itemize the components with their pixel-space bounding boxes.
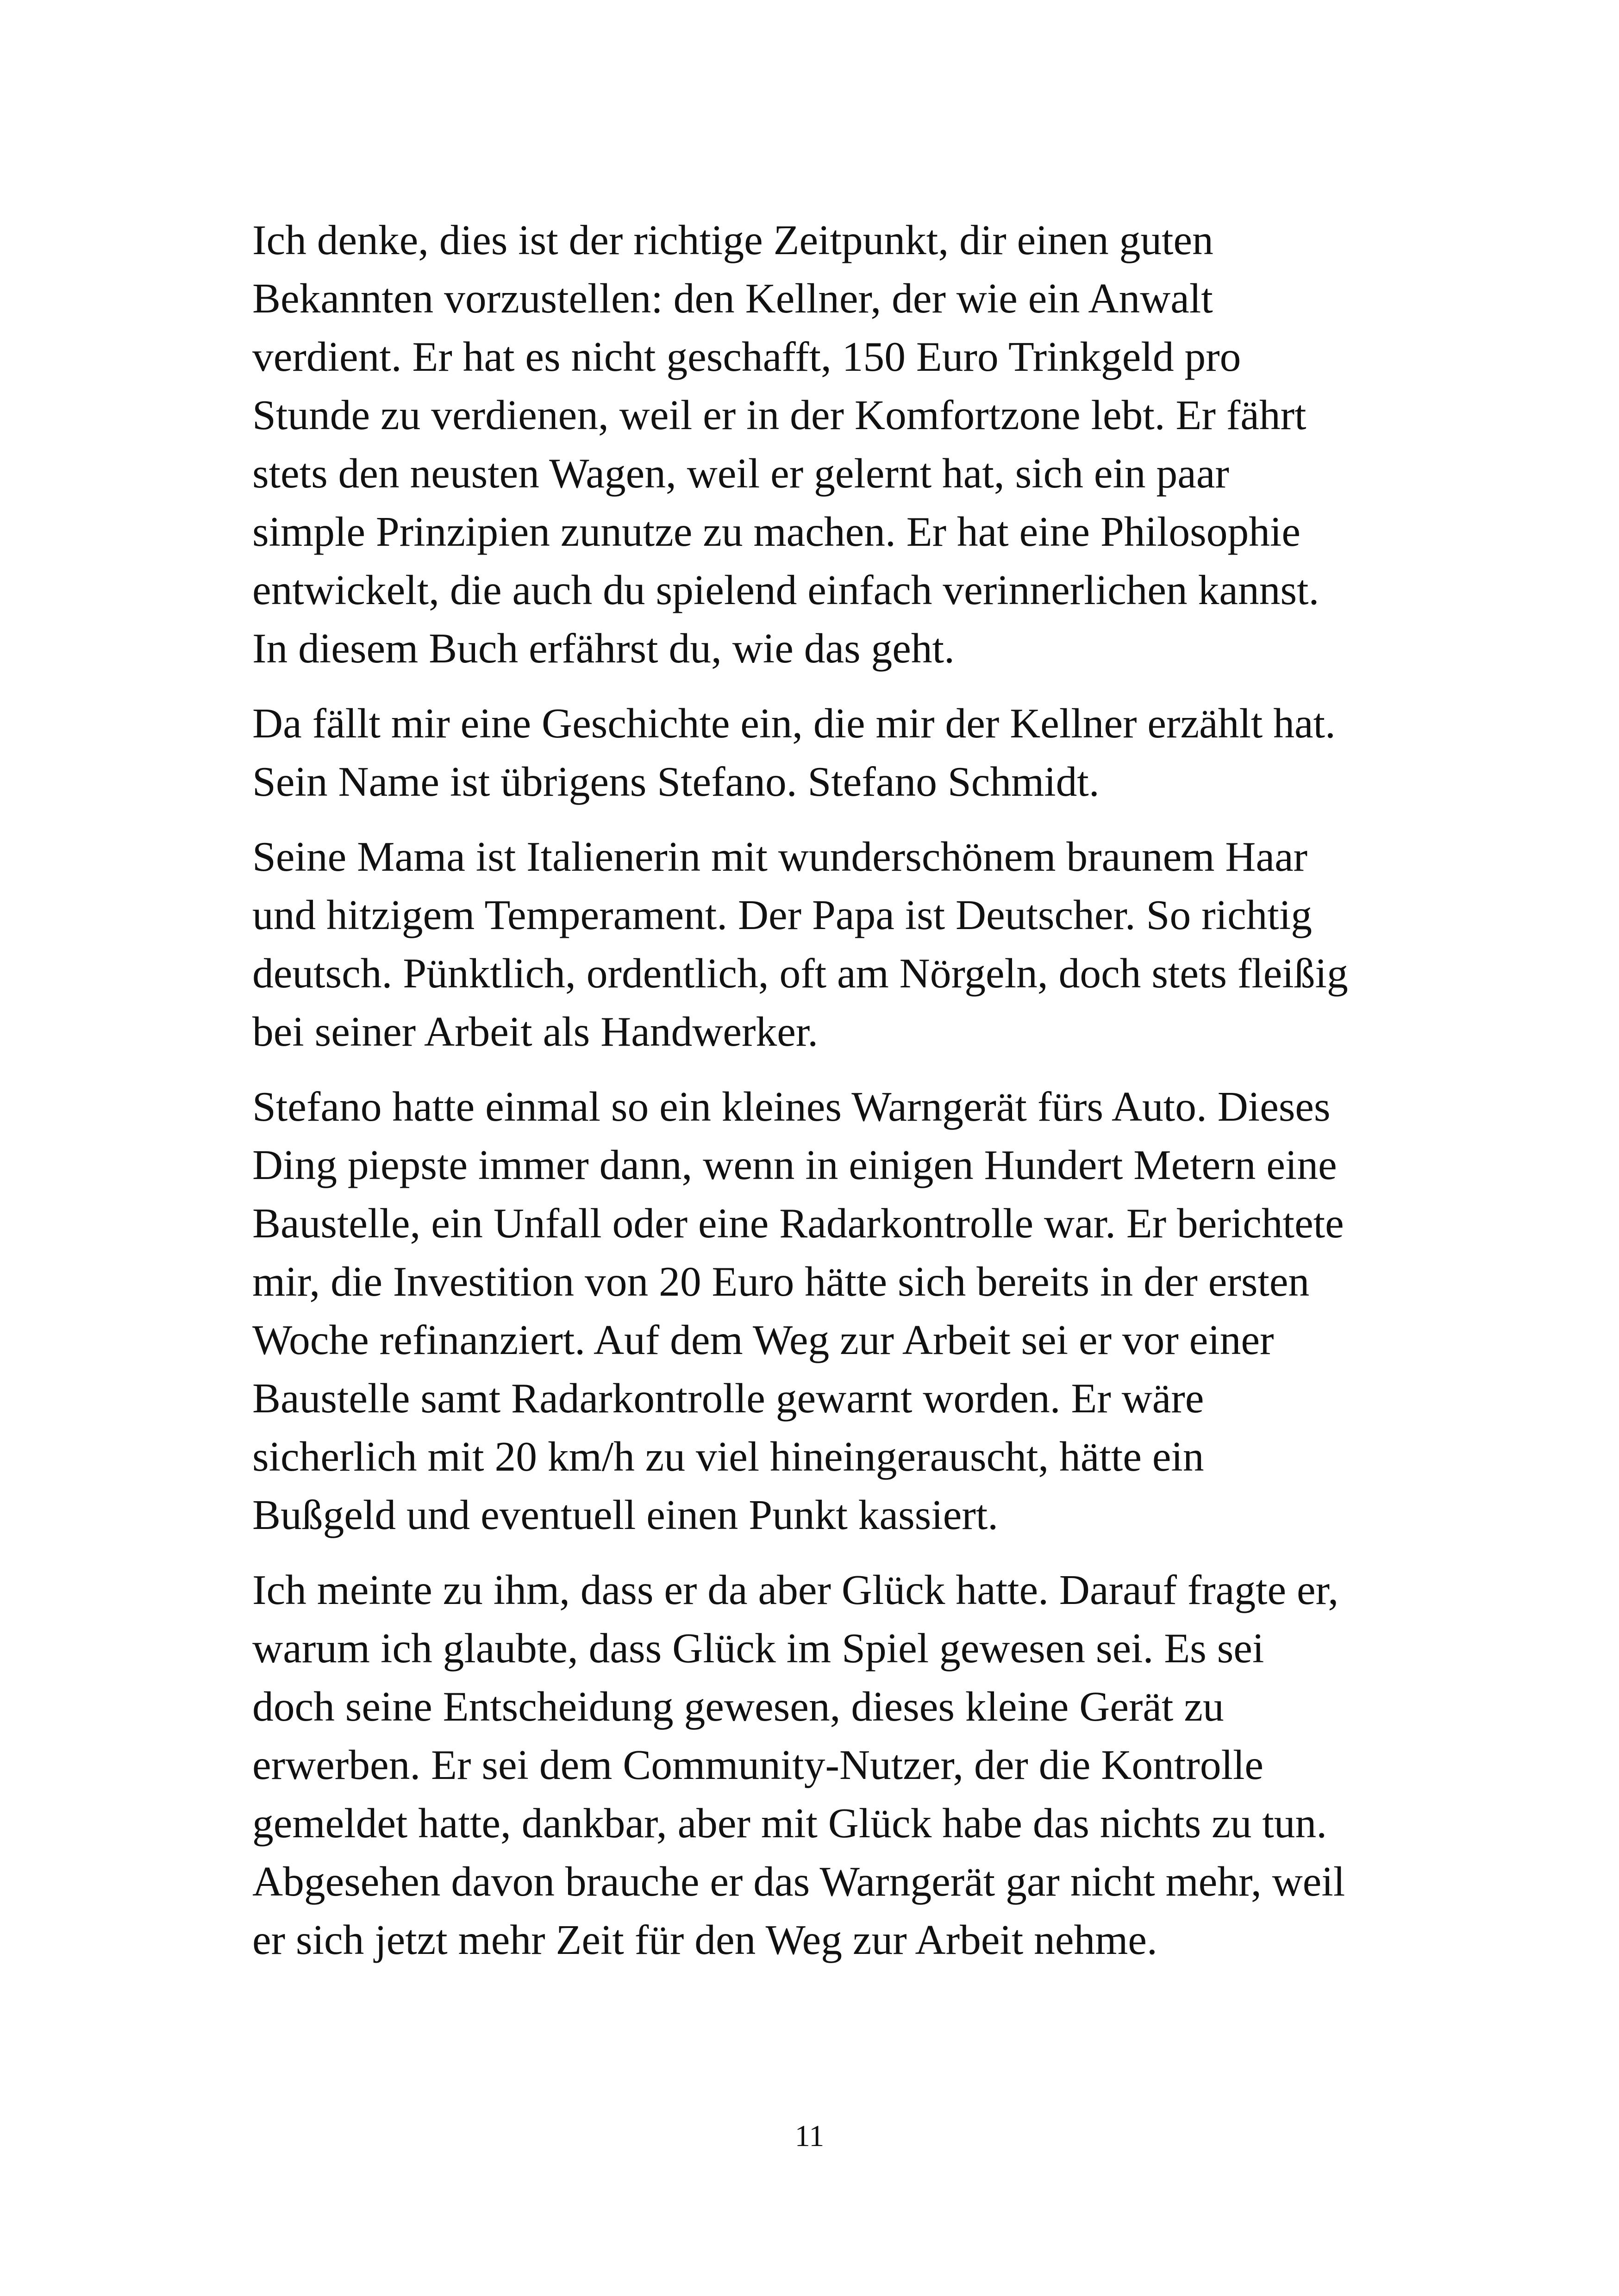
text-line: doch seine Entscheidung gewesen, dieses kleine Gerät zu: [252, 1683, 1224, 1730]
text-line: deutsch. Pünktlich, ordentlich, oft am Nörgeln, doch stets fleißig: [252, 949, 1348, 997]
text-line: Bußgeld und eventuell einen Punkt kassiert.: [252, 1491, 999, 1538]
text-line: sicherlich mit 20 km/h zu viel hineingerauscht, hätte ein: [252, 1433, 1204, 1480]
text-line: Stefano hatte einmal so ein kleines Warngerät fürs Auto. Dieses: [252, 1083, 1331, 1130]
text-line: Seine Mama ist Italienerin mit wunderschönem braunem Haar: [252, 833, 1308, 880]
text-line: In diesem Buch erfährst du, wie das geht.: [252, 624, 955, 672]
paragraph-3: [252, 827, 1456, 1061]
text-line: Woche refinanziert. Auf dem Weg zur Arbeit sei er vor einer: [252, 1316, 1274, 1363]
text-line: Sein Name ist übrigens Stefano. Stefano Schmidt.: [252, 758, 1100, 805]
text-line: er sich jetzt mehr Zeit für den Weg zur Arbeit nehme.: [252, 1916, 1157, 1963]
text-line: stets den neusten Wagen, weil er gelernt hat, sich ein paar: [252, 449, 1229, 497]
text-line: Abgesehen davon brauche er das Warngerät gar nicht mehr, weil: [252, 1858, 1345, 1905]
page-number: 11: [794, 2119, 825, 2153]
paragraph-5: [252, 1560, 1456, 1969]
text-line: Stunde zu verdienen, weil er in der Komfortzone lebt. Er fährt: [252, 391, 1306, 438]
text-line: Baustelle samt Radarkontrolle gewarnt worden. Er wäre: [252, 1374, 1204, 1422]
text-line: gemeldet hatte, dankbar, aber mit Glück habe das nichts zu tun.: [252, 1799, 1327, 1847]
text-line: mir, die Investition von 20 Euro hätte sich bereits in der ersten: [252, 1258, 1310, 1305]
text-line: und hitzigem Temperament. Der Papa ist Deutscher. So richtig: [252, 891, 1313, 938]
text-line: Baustelle, ein Unfall oder eine Radarkontrolle war. Er berichtete: [252, 1199, 1344, 1247]
paragraph-1: [252, 211, 1456, 677]
text-line: Ich denke, dies ist der richtige Zeitpunkt, dir einen guten: [252, 216, 1213, 263]
text-line: Da fällt mir eine Geschichte ein, die mir der Kellner erzählt hat.: [252, 699, 1336, 747]
text-line: simple Prinzipien zunutze zu machen. Er hat eine Philosophie: [252, 508, 1300, 555]
text-line: bei seiner Arbeit als Handwerker.: [252, 1008, 819, 1055]
text-line: verdient. Er hat es nicht geschafft, 150 Euro Trinkgeld pro: [252, 333, 1241, 380]
text-line: Ich meinte zu ihm, dass er da aber Glück hatte. Darauf fragte er,: [252, 1566, 1339, 1613]
paragraph-2: [252, 694, 1456, 811]
text-line: warum ich glaubte, dass Glück im Spiel gewesen sei. Es sei: [252, 1624, 1264, 1672]
text-line: entwickelt, die auch du spielend einfach verinnerlichen kannst.: [252, 566, 1319, 613]
text-line: erwerben. Er sei dem Community-Nutzer, der die Kontrolle: [252, 1741, 1264, 1788]
text-line: Ding piepste immer dann, wenn in einigen Hundert Metern eine: [252, 1141, 1337, 1188]
paragraph-4: [252, 1077, 1456, 1544]
text-line: Bekannten vorzustellen: den Kellner, der wie ein Anwalt: [252, 275, 1213, 322]
body-text: [252, 211, 1456, 1985]
